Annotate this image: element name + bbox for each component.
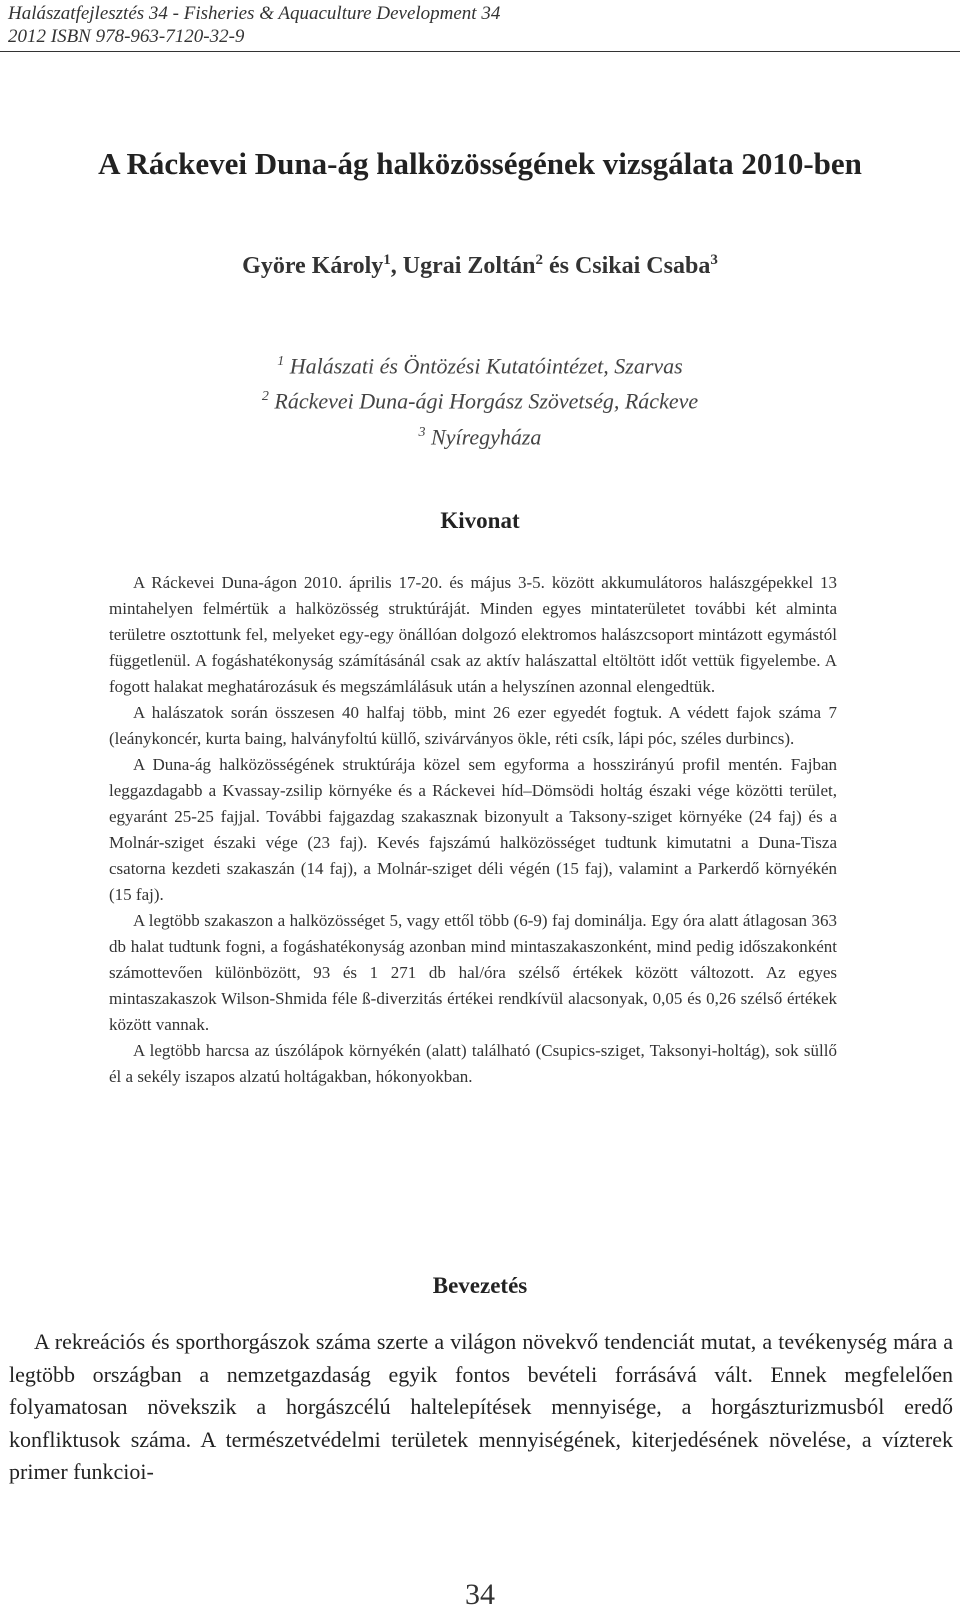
author-list — [0, 252, 960, 280]
running-header — [8, 2, 960, 48]
affiliation-text: Halászati és Öntözési Kutatóintézet, Szarvas — [289, 353, 683, 379]
paper-title: A Ráckevei Duna-ág halközösségének vizsgálata 2010-ben — [98, 146, 862, 181]
author-affiliation-mark: 1 — [383, 252, 391, 268]
header-divider — [0, 51, 960, 52]
abstract-paragraph: A Duna-ág halközösségének struktúrája közel sem egyforma a hosszirányú profil mentén. Fajban leggazdagabb a Kvassay-zsilip környéke és a Ráckevei híd–Dömsödi holtág északi vége közötti terület, egyaránt 25-25 fajjal. További fajgazdag szakasznak bizonyult a Taksony-sziget környéke (24 faj) és a Molnár-sziget északi vége (23 faj). Kevés fajszámú halközösséget tudtunk kimutatni a Duna-Tisza csatorna kezdeti szakaszán (14 faj), a Molnár-sziget déli végén (15 faj), valamint a Parkerdő környékén (15 faj). — [109, 755, 837, 904]
affiliation-mark: 2 — [261, 389, 269, 405]
author-affiliation-mark: 3 — [710, 252, 718, 268]
author-name: Csikai Csaba — [574, 253, 711, 279]
affiliation-mark: 1 — [277, 354, 285, 369]
affiliation-list — [0, 346, 960, 452]
affiliation-text: Ráckevei Duna-ági Horgász Szövetség, Ráckeve — [274, 388, 699, 414]
abstract-heading: Kivonat — [440, 508, 520, 533]
page-number: 34 — [465, 1578, 495, 1611]
isbn-line: 2012 ISBN 978-963-7120-32-9 — [8, 26, 245, 47]
introduction-heading: Bevezetés — [432, 1273, 528, 1298]
affiliation-line — [0, 417, 960, 452]
author-name: Györe Károly — [242, 253, 384, 279]
abstract-paragraph: A halászatok során összesen 40 halfaj több, mint 26 ezer egyedét fogtuk. A védett fajok száma 7 (leánykoncér, kurta baing, halványfoltú küllő, szivárványos ökle, réti csík, lápi póc, széles durbincs). — [109, 703, 837, 748]
affiliation-line — [0, 346, 960, 381]
abstract-paragraph: A Ráckevei Duna-ágon 2010. április 17-20. és május 3-5. között akkumulátoros halászgépekkel 13 mintahelyen felmértük a halközösség struktúráját. Minden egyes mintaterületet további két alminta területre osztottunk fel, melyeket egy-egy önállóan dolgozó elektromos halászcsoport mintázott egymástól függetlenül. A fogáshatékonyság számításánál csak az aktív halászattal eltöltött időt vettük figyelembe. A fogott halakat meghatározásuk és megszámlálásuk után a helyszínen azonnal elengedtük. — [109, 573, 837, 696]
author-separator: és — [542, 253, 575, 279]
journal-line: Halászatfejlesztés 34 - Fisheries & Aquaculture Development 34 — [8, 3, 501, 24]
abstract-body — [109, 570, 837, 1090]
abstract-paragraph: A legtöbb szakaszon a halközösséget 5, vagy ettől több (6-9) faj dominálja. Egy óra alatt átlagosan 363 db halat tudtunk fogni, a fogáshatékonyság azonban mind mintaszakaszonként, mind pedig időszakonként számottevően különbözött, 93 és 1 271 db hal/óra szélső értékek között változott. Az egyes mintaszakaszok Wilson-Shmida féle ß-diverzitás értékei rendkívül alacsonyak, 0,05 és 0,26 szélső értékek között vannak. — [109, 911, 837, 1034]
affiliation-mark: 3 — [418, 424, 426, 440]
affiliation-text: Nyíregyháza — [431, 423, 542, 449]
author-affiliation-mark: 2 — [535, 252, 543, 268]
affiliation-line — [0, 381, 960, 416]
author-name: Ugrai Zoltán — [402, 253, 536, 279]
abstract-paragraph: A legtöbb harcsa az úszólápok környékén (alatt) található (Csupics-sziget, Taksonyi-holtág), sok süllő él a sekély iszapos alzatú holtágakban, hókonyokban. — [109, 1041, 837, 1086]
introduction-paragraph: A rekreációs és sporthorgászok száma szerte a világon növekvő tendenciát mutat, a tevékenység mára a legtöbb országban a nemzetgazdaság egyik fontos bevételi forrásává vált. Ennek megfelelően folyamatosan növekszik a horgászcélú haltelepítések mennyisége, a horgászturizmusból eredő konfliktusok száma. A természetvédelmi területek mennyiségének, kiterjedésének növelése, a vízterek primer funkcioi- — [9, 1329, 953, 1484]
author-separator: , — [390, 253, 403, 279]
